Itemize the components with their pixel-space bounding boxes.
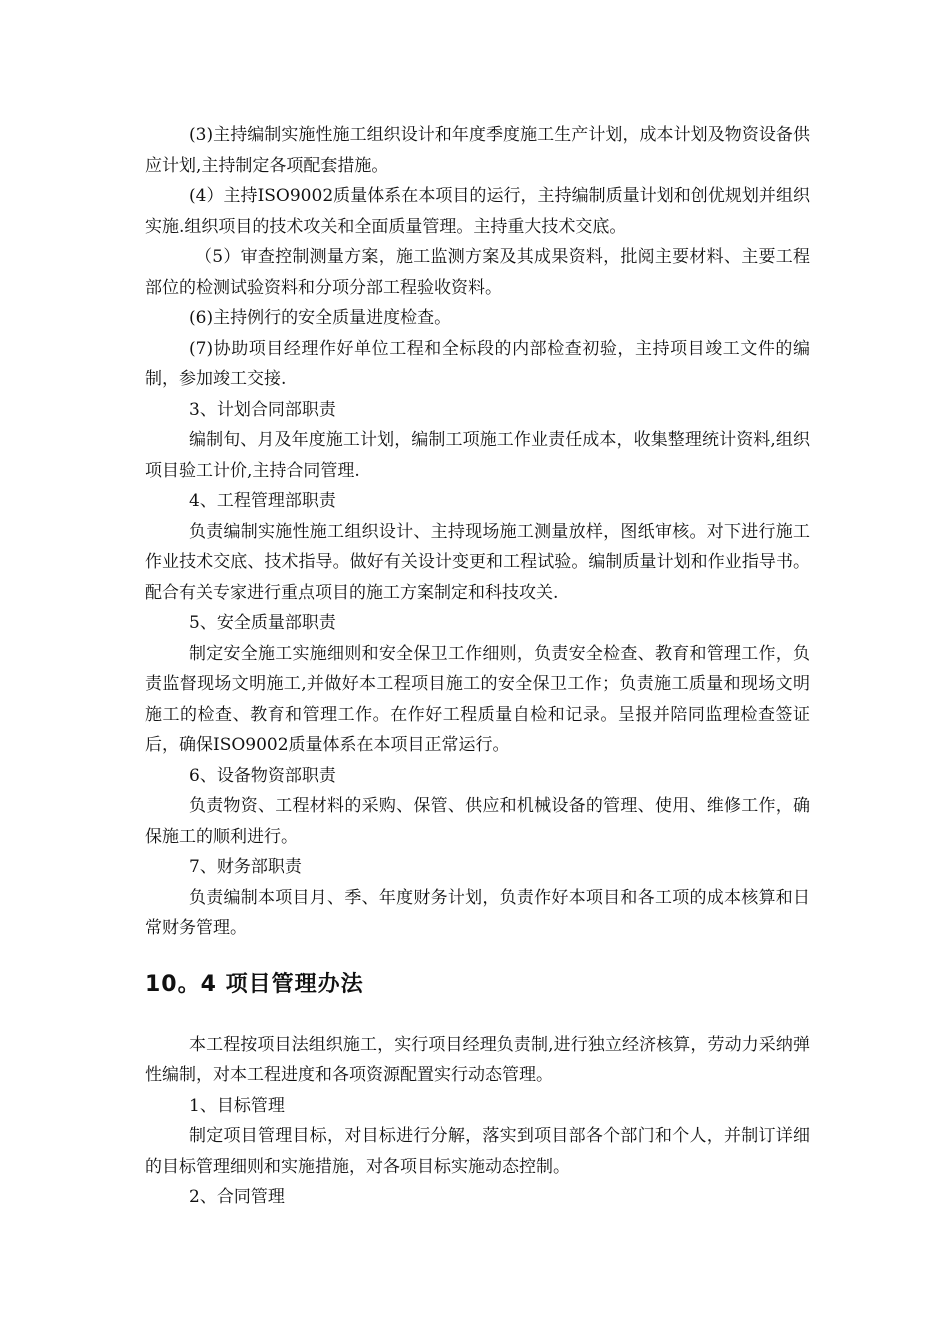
body-target-management: 制定项目管理目标，对目标进行分解，落实到项目部各个部门和个人，并制订详细的目标管理细则和实施措施，对各项目标实施动态控制。 (145, 1126, 810, 1177)
body-finance-dept: 负责编制本项目月、季、年度财务计划，负责作好本项目和各工项的成本核算和日常财务管理。 (145, 887, 810, 938)
body-equipment-materials-dept: 负责物资、工程材料的采购、保管、供应和机械设备的管理、使用、维修工作，确保施工的顺利进行。 (145, 796, 810, 847)
heading-engineering-dept: 4、工程管理部职责 (189, 491, 336, 511)
document-page (145, 120, 810, 1213)
heading-safety-quality-dept: 5、安全质量部职责 (189, 613, 336, 633)
heading-equipment-materials-dept: 6、设备物资部职责 (189, 765, 336, 786)
heading-target-management: 1、目标管理 (189, 1095, 285, 1116)
heading-contract-management: 2、合同管理 (189, 1187, 285, 1207)
paragraph-duty-3: (3)主持编制实施性施工组织设计和年度季度施工生产计划，成本计划及物资设备供应计划,主持制定各项配套措施。 (145, 125, 810, 176)
paragraph-duty-7: (7)协助项目经理作好单位工程和全标段的内部检查初验，主持项目竣工文件的编制，参加竣工交接. (145, 338, 810, 389)
section-title: 10。4 项目管理办法 (145, 971, 364, 997)
paragraph-duty-5: （5）审查控制测量方案，施工监测方案及其成果资料，批阅主要材料、主要工程部位的检测试验资料和分项分部工程验收资料。 (145, 247, 810, 298)
body-engineering-dept: 负责编制实施性施工组织设计、主持现场施工测量放样，图纸审核。对下进行施工作业技术交底、技术指导。做好有关设计变更和工程试验。编制质量计划和作业指导书。配合有关专家进行重点项目的施工方案制定和科技攻关. (145, 521, 810, 603)
paragraph-duty-4: (4）主持ISO9002质量体系在本项目的运行，主持编制质量计划和创优规划并组织实施.组织项目的技术攻关和全面质量管理。主持重大技术交底。 (145, 186, 810, 237)
heading-finance-dept: 7、财务部职责 (189, 857, 302, 877)
heading-plan-contract-dept: 3、计划合同部职责 (189, 399, 336, 420)
paragraph-management-intro: 本工程按项目法组织施工，实行项目经理负责制,进行独立经济核算，劳动力采纳弹性编制，对本工程进度和各项资源配置实行动态管理。 (145, 1034, 810, 1085)
paragraph-duty-6: (6)主持例行的安全质量进度检查。 (189, 308, 452, 328)
body-safety-quality-dept: 制定安全施工实施细则和安全保卫工作细则，负责安全检查、教育和管理工作，负责监督现场文明施工,并做好本工程项目施工的安全保卫工作；负责施工质量和现场文明施工的检查、教育和管理工作。在作好工程质量自检和记录。呈报并陪同监理检查签证后，确保ISO9002质量体系在本项目正常运行。 (145, 643, 810, 755)
body-plan-contract-dept: 编制旬、月及年度施工计划，编制工项施工作业责任成本，收集整理统计资料,组织项目验工计价,主持合同管理. (145, 430, 810, 481)
